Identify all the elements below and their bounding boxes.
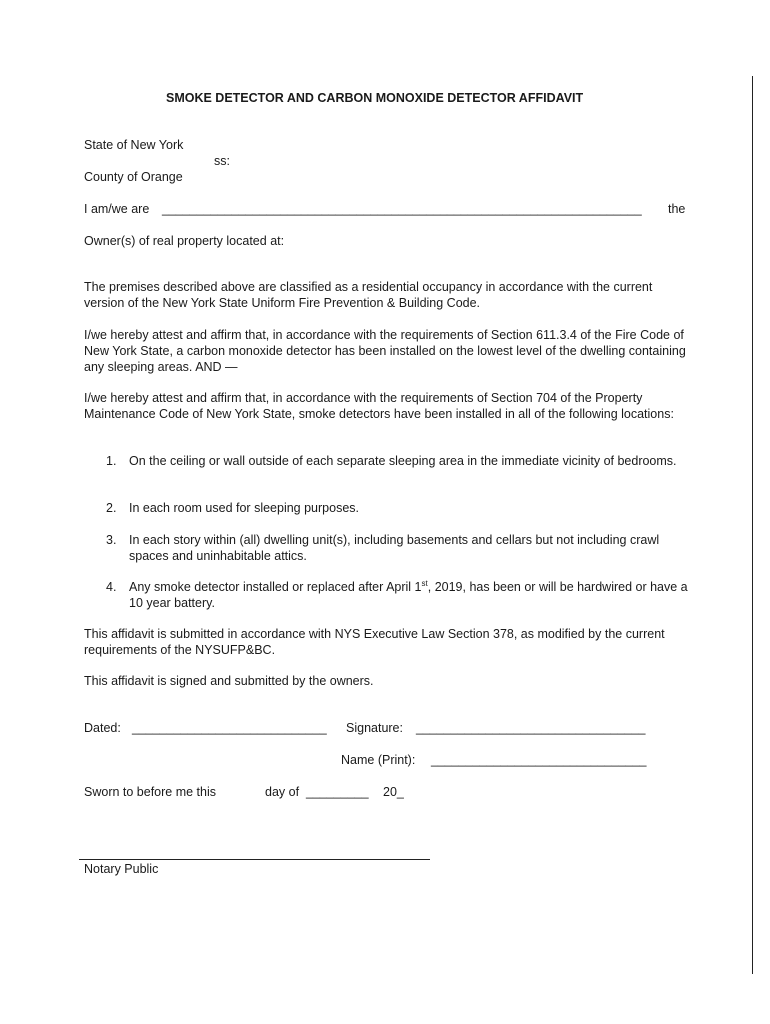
location-text-part: , 2019, has been or will be hardwired or have a 10 year battery. (129, 580, 688, 610)
location-text (129, 579, 689, 611)
venue-state: State of New York (84, 138, 184, 152)
dated-label: Dated: (84, 721, 121, 735)
owner-name-blank[interactable]: _____________________________________________________________________ (162, 202, 642, 216)
day-of-blank[interactable]: _________ (306, 785, 369, 799)
paragraph-co-detector: I/we hereby attest and affirm that, in accordance with the requirements of Section 611.3.4 of the Fire Code of New York State, a carbon monoxide detector has been installed on the lowest level of the dwelling containing any sleeping areas. AND — (84, 328, 686, 374)
venue-ss: ss: (214, 154, 230, 168)
page-right-rule (752, 76, 753, 974)
owner-line-suffix: the (668, 202, 686, 216)
day-of-label: day of (265, 785, 300, 799)
paragraph-smoke-detectors: I/we hereby attest and affirm that, in accordance with the requirements of Section 704 of the Property Maintenance Code of New York State, smoke detectors have been installed in all of the following locations: (84, 391, 674, 421)
signature-label: Signature: (346, 721, 403, 735)
name-print-label: Name (Print): (341, 753, 416, 767)
location-number: 3. (106, 533, 117, 547)
ordinal-superscript: st (421, 578, 428, 588)
year-label: 20_ (383, 785, 404, 799)
paragraph-classification: The premises described above are classified as a residential occupancy in accordance with the current version of the New York State Uniform Fire Prevention & Building Code. (84, 280, 653, 310)
sworn-label: Sworn to before me this (84, 785, 217, 799)
paragraph-signed: This affidavit is signed and submitted by the owners. (84, 674, 374, 688)
paragraph-law: This affidavit is submitted in accordance with NYS Executive Law Section 378, as modified by the current requirements of the NYSUFP&BC. (84, 627, 665, 657)
location-text: In each story within (all) dwelling unit(s), including basements and cellars but not including crawl spaces and uninhabitable attics. (129, 533, 660, 563)
venue-county: County of Orange (84, 170, 183, 184)
owner-line-prefix: I am/we are (84, 202, 150, 216)
location-text-part: Any smoke detector installed or replaced after April 1 (129, 580, 422, 594)
location-text: In each room used for sleeping purposes. (129, 501, 359, 515)
location-number: 4. (106, 580, 117, 594)
location-text: On the ceiling or wall outside of each separate sleeping area in the immediate vicinity of bedrooms. (129, 454, 677, 468)
property-line: Owner(s) of real property located at: (84, 234, 285, 248)
notary-public-label: Notary Public (84, 862, 159, 876)
signature-blank[interactable]: _________________________________ (416, 721, 646, 735)
location-number: 2. (106, 501, 117, 515)
dated-blank[interactable]: ____________________________ (132, 721, 327, 735)
document-title: SMOKE DETECTOR AND CARBON MONOXIDE DETECTOR AFFIDAVIT (166, 91, 584, 105)
name-print-blank[interactable]: _______________________________ (431, 753, 647, 767)
notary-signature-line[interactable] (79, 859, 430, 860)
location-number: 1. (106, 454, 117, 468)
